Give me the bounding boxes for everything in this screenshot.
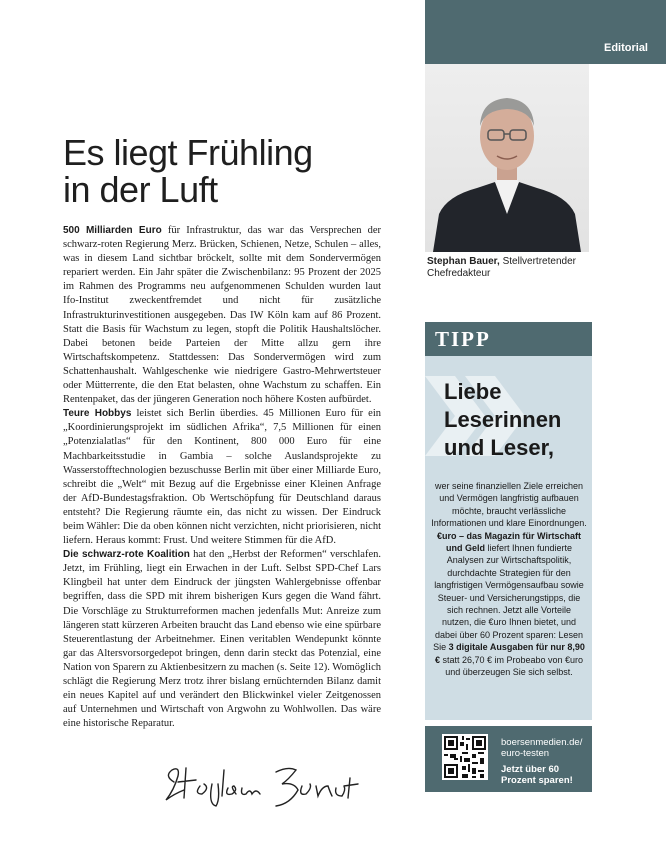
- qr-panel: [425, 726, 592, 792]
- tipp-text-a: wer seine finanziellen Ziele erreichen und Vermögen langfristig aufbauen möchte, braucht verlässliche Informationen und klare Einordnungen.: [431, 481, 587, 529]
- paragraph-3-text: hat den „Herbst der Reformen“ verschlafen. Jetzt, im Frühling, liegt ein Erwachen in der Luft. Selbst SPD-Chef Lars Klingbeil hat unter dem Eindruck der jüngsten Wahlergebnisse offenbar begriffen, dass die SPD mit ihrem bisherigen Kurs gegen die Wand fährt. Die Vorschläge zu Strukturreformen machen jedenfalls Mut: Anreize zum längeren statt kürzeren Arbeiten braucht das Land ebenso wie eine spürbare Steuerentlastung der Arbeitnehmer. Einen veritablen Wendepunkt könnte gar das Altersvorsorgedepot bringen, denn darin steckt das Potenzial, eine Nation von Sparern zu Aktienbesitzern zu machen (s. Seite 12). Womöglich schlägt die Regierung Merz trotz ihrer bislang ernüchternden Bilanz damit ein neues Kapitel auf und verändert den Blickwinkel vieler Zeitgenossen auf Unternehmen und Wirtschaft von Argwohn zu Wohlwollen. Das wäre eine historische Reparatur.: [63, 549, 381, 730]
- author-caption: [427, 256, 597, 280]
- paragraph-2-text: leistet sich Berlin überdies. 45 Millionen Euro für ein „Koordinierungsprojekt im südlichen Afrika“, 7,5 Millionen für einen „Potenzialatlas“ für den Kontinent, 800 000 Euro für eine Machbarkeitsstudie in Gambia – solche Auslandsprojekte zu Wasserstofftechnologien bezuschusse Berlin mit über einer Milliarde Euro, schreibt die „Welt“ mit Bezug auf die Ergebnisse einer Kleinen Anfrage der AfD-Bundestagsfraktion. Ob Wertschöpfung für Deutschland daraus entsteht? Die Regierung räumte ein, das nicht zu wissen. Der Eindruck beim Wähler: Die da oben können nicht verzichten, nicht priorisieren, nicht liefern. Heraus kommt: Frust. Und weitere Stimmen für die AfD.: [63, 408, 382, 547]
- promo-url-line-2: euro-testen: [501, 748, 550, 759]
- qr-code-icon[interactable]: [442, 734, 488, 780]
- tipp-text-b: €uro – das Magazin für Wirtschaft und Geld: [437, 530, 581, 554]
- author-photo: [425, 64, 589, 252]
- section-header: [425, 0, 666, 64]
- article-body: [63, 224, 381, 731]
- tipp-box: [425, 356, 592, 720]
- promo-url-line-1: boersenmedien.de/: [501, 737, 583, 748]
- tipp-label: TIPP: [435, 327, 491, 351]
- paragraph-3-lead: Die schwarz-rote Koalition: [63, 549, 190, 561]
- headline-line-2: in der Luft: [63, 169, 218, 210]
- promo-cta-line-2: Prozent sparen!: [501, 775, 573, 786]
- promo-url[interactable]: [501, 737, 591, 759]
- author-role: Stellvertretender Chefredakteur: [427, 256, 576, 279]
- tipp-title: [444, 378, 592, 462]
- tipp-title-line-2: Leserinnen: [444, 407, 562, 432]
- headline-line-1: Es liegt Frühling: [63, 132, 313, 173]
- paragraph-2: [63, 407, 381, 548]
- section-label: Editorial: [603, 42, 648, 54]
- tipp-text-c: liefert Ihnen fundierte Analysen zur Wirtschaftspolitik, durchdachte Strategien für den langfristigen Vermögensaufbau sowie Steuer- und Versicherungstipps, die sich rechnen. Jetzt alle Vorteile nutzen, die €uro Ihnen bietet, und dabei über 60 Prozent sparen: Lesen Sie: [433, 543, 584, 653]
- tipp-title-line-3: und Leser,: [444, 435, 555, 460]
- tipp-text-e: statt 26,70 € im Probeabo von €uro und überzeugen Sie sich selbst.: [439, 654, 584, 678]
- signature: [160, 760, 390, 812]
- tipp-header: [425, 322, 592, 356]
- promo-cta-line-1: Jetzt über 60: [501, 764, 560, 775]
- paragraph-1: [63, 224, 381, 407]
- paragraph-1-lead: 500 Milliarden Euro: [63, 225, 162, 236]
- paragraph-1-text: für Infrastruktur, das war das Versprechen der schwarz-roten Regierung Merz. Brücken, Schienen, Netze, Schulen – alles, was in diesem Land sichtbar bröckelt, sollte mit dem Sondervermögen repariert werden. Ein Jahr später die Zwischenbilanz: 95 Prozent der 2025 im Rahmen des Programms neu aufgenommenen Schulden wurden laut Ifo-Institut zweckentfremdet und nicht für zusätzliche Infrastrukturinvestitionen ausgegeben. Das IW Köln kam auf 86 Prozent. Statt die Basis für Wachstum zu legen, stopft die Politik Haushaltslöcher. Dabei betonen beide Parteien der Mitte allzu gern ihre Wirtschaftskompetenz. Stattdessen: Das Sondervermögen wird zum Schattenhaushalt. Wahlgeschenke wie niedrigere Gastro-Mehrwertsteuer oder Mütterrente, die den Etat belasten, ohne Wachstum zu schaffen. Ein Rentenpaket, das der jüngeren Generation noch höhere Kosten aufbürdet.: [63, 225, 381, 406]
- author-name: Stephan Bauer,: [427, 256, 500, 267]
- promo-cta: [501, 764, 591, 786]
- paragraph-3: [63, 548, 381, 731]
- tipp-text-d: 3 digitale Ausgaben für nur 8,90 €: [434, 642, 585, 665]
- tipp-text: [431, 480, 587, 679]
- tipp-title-line-1: Liebe: [444, 379, 502, 404]
- headline: [63, 134, 403, 208]
- paragraph-2-lead: Teure Hobbys: [63, 408, 132, 420]
